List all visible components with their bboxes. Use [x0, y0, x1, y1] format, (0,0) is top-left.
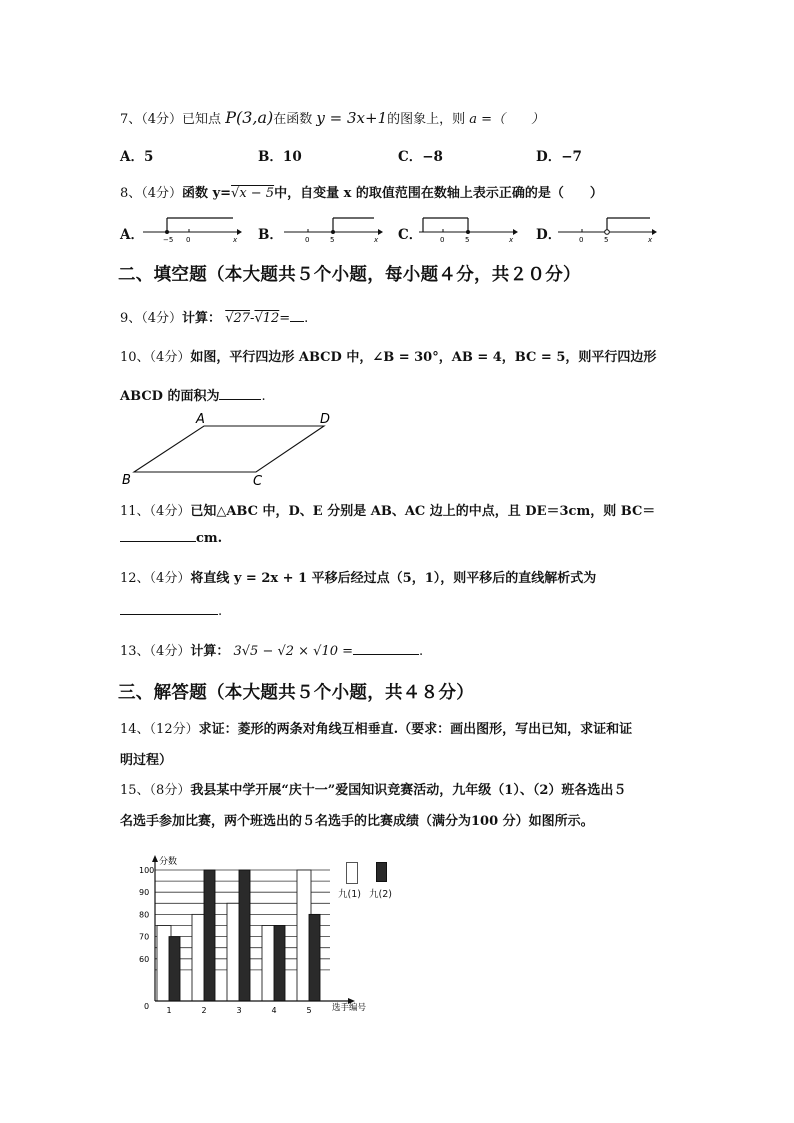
- section-2-title: 二、填空题（本大题共５个小题，每小题４分，共２０分）: [118, 265, 581, 285]
- x-tick-label: 1: [166, 1006, 172, 1015]
- answer-blank[interactable]: [219, 399, 261, 400]
- tick-label: 0: [186, 236, 191, 244]
- legend-label-class-1: 九(1): [338, 889, 361, 900]
- vertex-d: D: [320, 412, 331, 427]
- axis-var-label: x: [648, 236, 653, 244]
- q7-option-d[interactable]: D．−7: [536, 149, 582, 165]
- question-12-line1: 12、（4分）将直线 y = 2x + 1 平移后经过点（5，1），则平移后的直线解析式为: [120, 571, 597, 586]
- x-tick-label: 3: [236, 1006, 242, 1015]
- origin-label: 0: [144, 1002, 150, 1011]
- sqrt-12: √12: [254, 311, 280, 326]
- number-line-b: [284, 212, 384, 244]
- y-tick-label: 60: [139, 954, 150, 964]
- answer-blank[interactable]: [120, 541, 196, 542]
- legend-label-class-2: 九(2): [369, 889, 392, 900]
- question-14-line1: 14、（12分）求证：菱形的两条对角线互相垂直.（要求：画出图形，写出已知，求证和证: [120, 722, 633, 737]
- axis-var-label: x: [509, 236, 514, 244]
- bar-class-2: [169, 937, 180, 1001]
- y-tick-label: 70: [139, 932, 150, 942]
- legend-swatch-class-2: [376, 862, 387, 882]
- question-9: 9、（4分）计算： √27-√12= .: [120, 311, 309, 326]
- q7-option-a[interactable]: A．5: [120, 149, 154, 165]
- x-tick-label: 4: [271, 1006, 277, 1015]
- q8-option-c[interactable]: C．: [398, 227, 423, 243]
- number-line-a: [143, 212, 243, 244]
- vertex-a: A: [196, 412, 205, 427]
- function-expr: y = 3x+1: [316, 109, 388, 127]
- tick-label: 5: [604, 236, 609, 244]
- chart-bars: [157, 870, 320, 1001]
- parallelogram-figure: [118, 408, 348, 490]
- section-3-title: 三、解答题（本大题共５个小题，共４８分）: [118, 683, 474, 703]
- question-15-line2: 名选手参加比赛，两个班选出的５名选手的比赛成绩（满分为100 分）如图所示。: [120, 814, 594, 829]
- question-15-line1: 15、（8分）我县某中学开展“庆十一”爱国知识竞赛活动，九年级（1）、（2）班各选出５: [120, 783, 627, 798]
- expr-13: 3√5 − √2 × √10 =: [233, 644, 354, 659]
- answer-blank[interactable]: [120, 614, 218, 615]
- radical-expr: √x − 5: [231, 186, 275, 201]
- tick-label: 5: [465, 236, 470, 244]
- tick-label: 5: [330, 236, 335, 244]
- answer-blank[interactable]: [290, 321, 304, 322]
- y-tick-label: 90: [139, 888, 150, 898]
- x-tick-label: 5: [306, 1006, 312, 1015]
- question-7-stem: 7、（4分）已知点 P(3,a)在函数 y = 3x+1的图象上，则 a =（ ）: [120, 108, 545, 127]
- sqrt-27: √27: [225, 311, 251, 326]
- bar-class-2: [239, 870, 250, 1001]
- tick-label: 0: [440, 236, 445, 244]
- question-10-line1: 10、（4分）如图，平行四边形 ABCD 中，∠B = 30°，AB = 4，BC = 5，则平行四边形: [120, 350, 657, 365]
- q8-option-d[interactable]: D．: [536, 227, 562, 243]
- vertex-b: B: [122, 473, 131, 488]
- y-tick-label: 80: [139, 910, 150, 920]
- tick-label: 0: [305, 236, 310, 244]
- question-11-line2: cm.: [120, 531, 222, 546]
- y-axis-arrow: [152, 855, 158, 862]
- question-13: 13、（4分）计算： 3√5 − √2 × √10 = .: [120, 644, 424, 659]
- question-8-stem: 8、（4分）函数 y=√x − 5中，自变量 x 的取值范围在数轴上表示正确的是（ ）: [120, 186, 603, 201]
- number-line-d: [558, 212, 658, 244]
- question-11-line1: 11、（4分）已知△ABC 中，D、E 分别是 AB、AC 边上的中点，且 DE＝3cm，则 BC＝: [120, 504, 656, 519]
- bar-class-2: [309, 914, 320, 1001]
- x-tick-label: 2: [201, 1006, 207, 1015]
- vertex-c: C: [253, 474, 263, 489]
- number-line-c: [419, 212, 519, 244]
- tick-label: 0: [579, 236, 584, 244]
- bar-class-2: [204, 870, 215, 1001]
- axis-var-label: x: [233, 236, 238, 244]
- chart-legend: [338, 860, 408, 900]
- q7-option-c[interactable]: C．−8: [398, 149, 443, 165]
- answer-blank[interactable]: [353, 654, 419, 655]
- tick-label: −5: [163, 236, 174, 244]
- q8-option-a[interactable]: A．: [120, 227, 144, 243]
- question-12-line2: .: [120, 604, 222, 619]
- q7-option-b[interactable]: B．10: [258, 149, 302, 165]
- y-axis-label: 分数: [159, 857, 178, 867]
- q8-option-b[interactable]: B．: [258, 227, 283, 243]
- point-p: P(3,a): [225, 108, 274, 127]
- y-tick-label: 100: [139, 866, 155, 875]
- legend-swatch-class-1: [346, 862, 358, 884]
- question-14-line2: 明过程）: [120, 753, 173, 768]
- axis-var-label: x: [374, 236, 379, 244]
- question-10-line2: ABCD 的面积为 .: [120, 389, 266, 404]
- x-axis-label: 选手编号: [332, 1003, 367, 1013]
- bar-class-2: [274, 926, 285, 1002]
